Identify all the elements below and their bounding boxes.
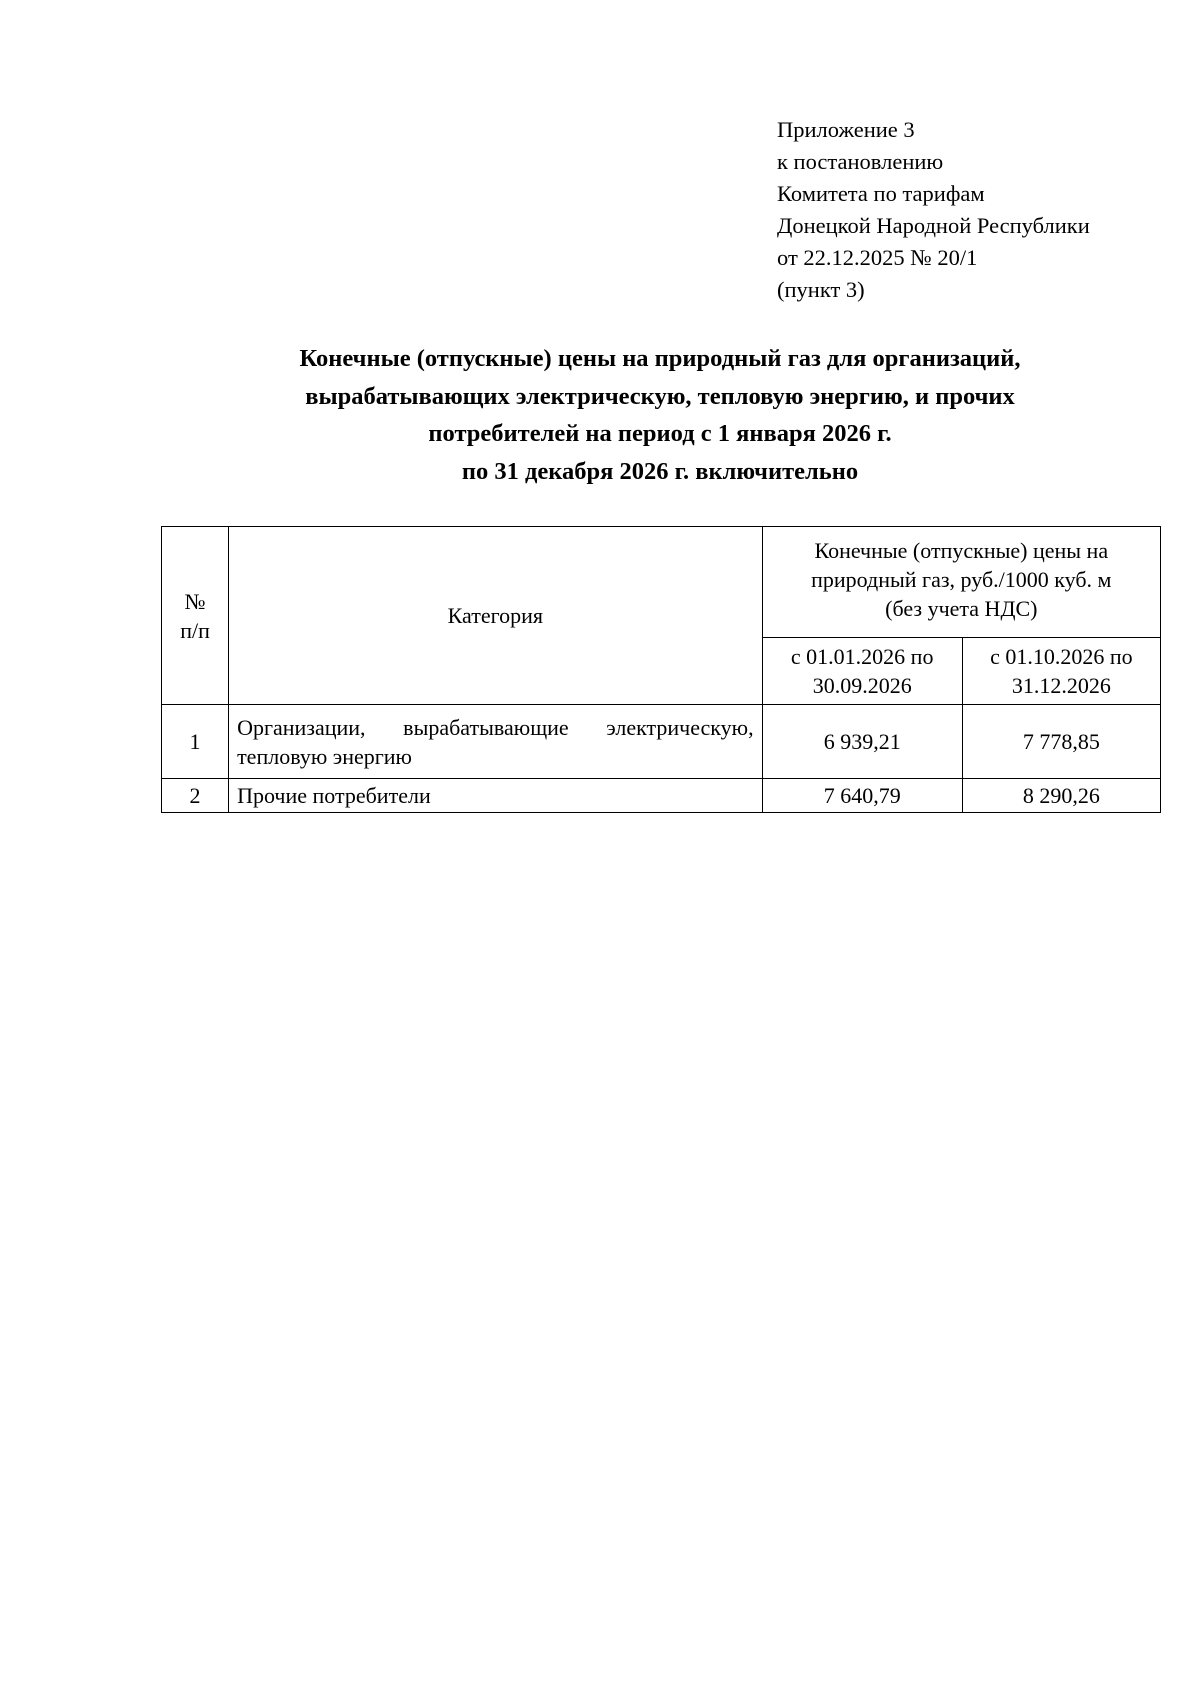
header-period-2 xyxy=(962,638,1160,705)
period-line: с 01.01.2026 по xyxy=(790,644,934,669)
table-header-row xyxy=(162,527,1161,638)
period-line: с 01.10.2026 по xyxy=(990,644,1133,669)
title-line: вырабатывающих электрическую, тепловую энергию, и прочих xyxy=(305,382,1015,410)
header-number-line: п/п xyxy=(180,617,210,643)
header-price-group xyxy=(762,527,1160,638)
row-category: Прочие потребители xyxy=(229,779,763,813)
header-category: Категория xyxy=(229,527,763,705)
header-period-1 xyxy=(762,638,962,705)
period-line: 31.12.2026 xyxy=(1011,673,1111,698)
annex-line: Донецкой Народной Республики xyxy=(777,213,1090,238)
annex-line: от 22.12.2025 № 20/1 xyxy=(777,245,978,270)
header-price-line: (без учета НДС) xyxy=(885,595,1038,621)
annex-line: Комитета по тарифам xyxy=(777,181,985,206)
row-price-1: 7 640,79 xyxy=(762,779,962,813)
annex-line: (пункт 3) xyxy=(777,277,865,302)
row-number: 2 xyxy=(162,779,229,813)
annex-block xyxy=(777,114,1090,306)
table-row xyxy=(162,779,1161,813)
price-table xyxy=(161,526,1161,813)
category-line: Организации, вырабатывающие электрическую, xyxy=(237,714,754,740)
period-line: 30.09.2026 xyxy=(812,673,912,698)
title-line: потребителей на период с 1 января 2026 г. xyxy=(428,420,892,447)
row-number: 1 xyxy=(162,705,229,779)
header-price-line: Конечные (отпускные) цены на xyxy=(814,537,1109,563)
annex-line: Приложение 3 xyxy=(777,117,915,142)
table-row xyxy=(162,705,1161,779)
header-number xyxy=(162,527,229,705)
row-price-2: 8 290,26 xyxy=(962,779,1160,813)
annex-line: к постановлению xyxy=(777,149,944,174)
title-line: Конечные (отпускные) цены на природный газ для организаций, xyxy=(299,345,1021,372)
row-price-1: 6 939,21 xyxy=(762,705,962,779)
category-line: тепловую энергию xyxy=(237,743,412,769)
header-price-line: природный газ, руб./1000 куб. м xyxy=(811,566,1112,592)
header-number-line: № xyxy=(184,588,206,614)
title-line: по 31 декабря 2026 г. включительно xyxy=(461,457,859,485)
row-price-2: 7 778,85 xyxy=(962,705,1160,779)
row-category xyxy=(229,705,763,779)
document-title xyxy=(150,340,1170,490)
